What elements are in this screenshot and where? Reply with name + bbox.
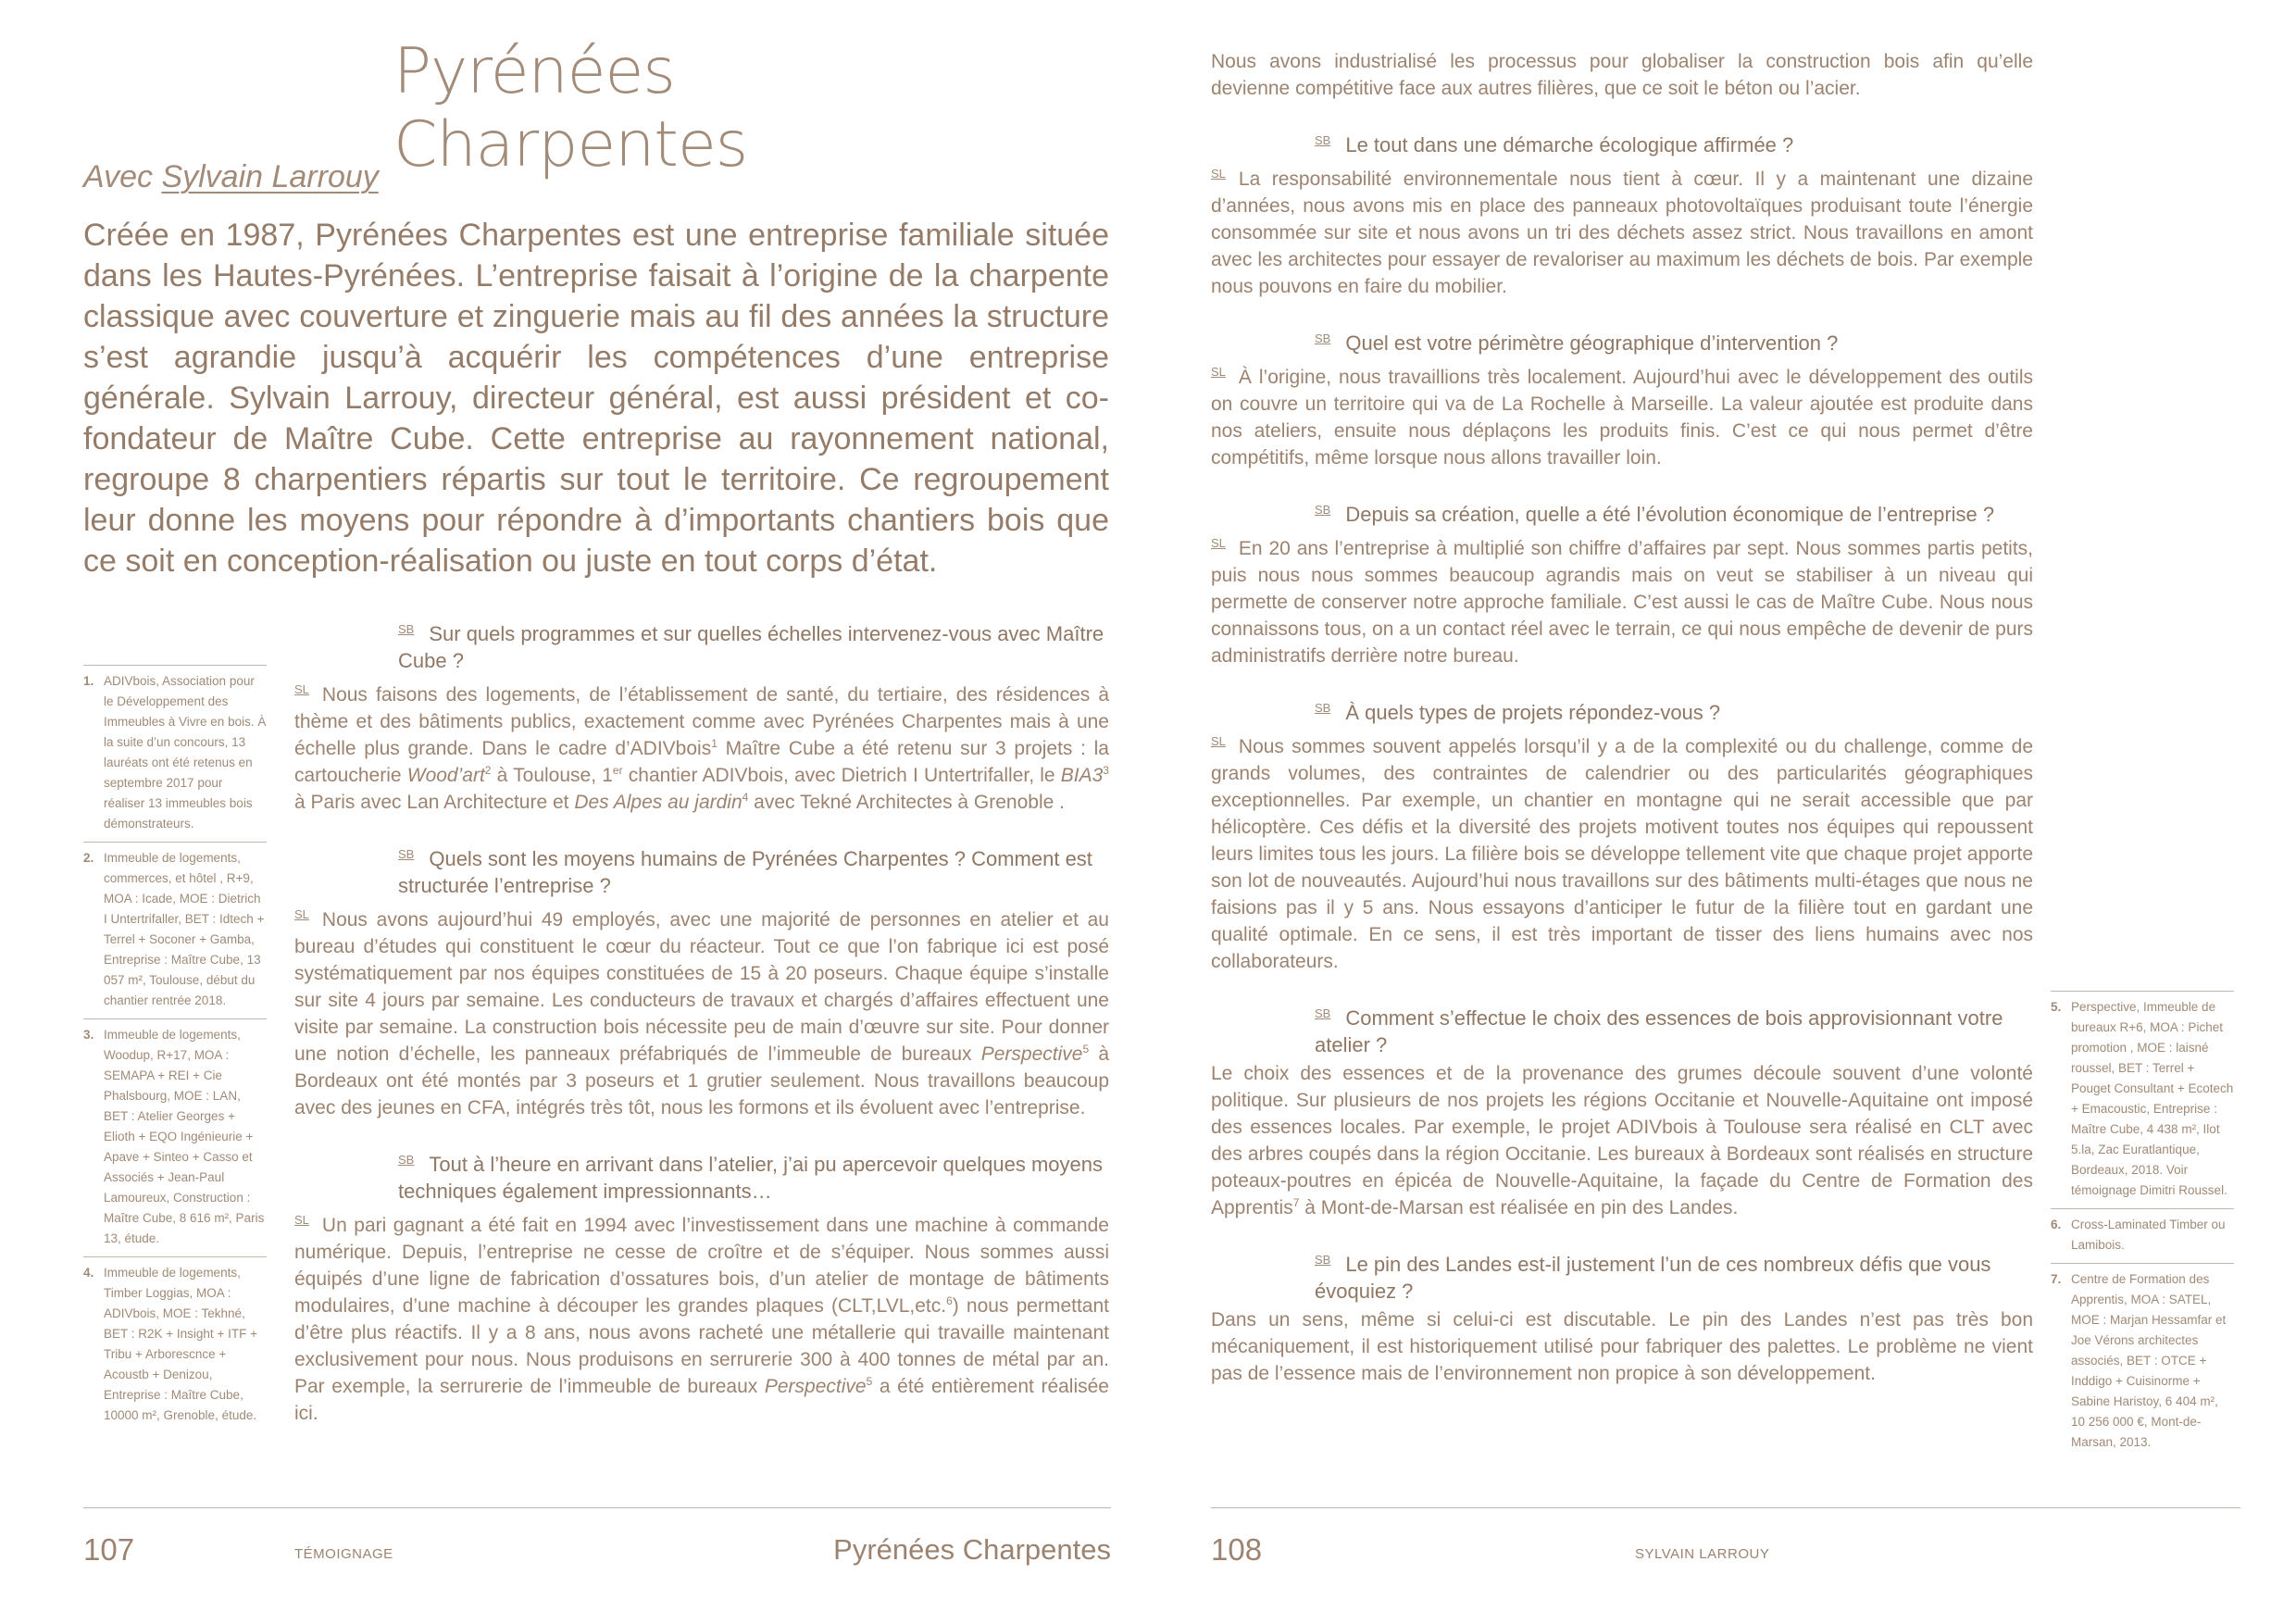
- project-name: Perspective: [764, 1376, 867, 1397]
- answer-text: Nous avons aujourd’hui 49 employés, avec une majorité de personnes en atelier et au bureau d’études qui constituent le cœur du réacteur. Tout ce que l’on fabrique ici est posé systématiquement par nos équipes constituées de 15 à 20 poseurs. Chaque équipe s’installe sur site 4 jours par semaine. Les conducteurs de travaux et chargés d’affaires effectuent une visite par semaine. La construction bois nécessite peu de main d’œuvre sur site. Pour donner une notion d’échelle, les panneaux préfabriqués de l’immeuble de bureaux: [294, 909, 1109, 1065]
- answer-text: En 20 ans l’entreprise à multiplié son chiffre d’affaires par sept. Nous sommes partis petits, puis nous nous sommes beaucoup agrandis mais on veut se stabiliser à un niveau qui permette de conserver notre approche familiale. C’est aussi le cas de Maître Cube. Nous nous connaissons tous, on a un contact réel avec le terrain, ce qui nous empêche de devenir de purs administratifs derrière notre bureau.: [1211, 538, 2033, 667]
- footnote-text: Immeuble de logements, Timber Loggias, MOA : ADIVbois, MOE : Tekhné, BET : R2K + Insight + ITF + Tribu + Arborescnce + Acoustb + Denizou, Entreprise : Maître Cube, 10000 m², Grenoble, étude.: [104, 1266, 257, 1422]
- footnote-ref: 5: [1082, 1043, 1090, 1056]
- answer: [1211, 358, 2033, 471]
- interview-column-right: [1211, 48, 2033, 1412]
- footnote-ref: 4: [742, 791, 749, 804]
- project-name: Wood’art: [406, 765, 485, 786]
- answer-text: La responsabilité environnementale nous tient à cœur. Il y a maintenant une dizaine d’années, nous avons mis en place des panneaux photovoltaïques produisant toute l’énergie consommée sur site et nous avons un tri des déchets assez strict. Nous travaillons en amont avec les architectes pour essayer de revaloriser au maximum les déchets de bois. Par exemple nous pouvons en faire du mobilier.: [1211, 169, 2033, 297]
- footnote-number: 6.: [2051, 1218, 2062, 1231]
- speaker-tag-sb: SB: [1315, 1253, 1331, 1267]
- footnote-ref: 3: [1103, 764, 1109, 777]
- speaker-tag-sl: SL: [1211, 365, 1226, 379]
- speaker-tag-sl: SL: [1211, 167, 1226, 181]
- answer: [294, 1206, 1109, 1427]
- qa-block: [1211, 496, 2033, 669]
- question-text: Sur quels programmes et sur quelles échelles intervenez-vous avec Maître Cube ?: [398, 622, 1104, 672]
- question-text: Le pin des Landes est-il justement l’un de ces nombreux défis que vous évoquiez ?: [1315, 1253, 1991, 1303]
- question: [1211, 694, 2033, 726]
- footnote: [2051, 1263, 2234, 1460]
- footnote-text: Immeuble de logements, Woodup, R+17, MOA : SEMAPA + REI + Cie Phalsbourg, MOE : LAN, BET : Atelier Georges + Elioth + EQO Ingénieurie + Apave + Sinteo + Casso et Associés + Jean-Paul Lamoureux, Construction : Maître Cube, 8 616 m², Paris 13, étude.: [104, 1028, 265, 1245]
- speaker-tag-sb: SB: [398, 622, 415, 636]
- answer: [1211, 1060, 2033, 1221]
- answer: [1211, 160, 2033, 300]
- footnote-text: Centre de Formation des Apprentis, MOA : SATEL, MOE : Marjan Hessamfar et Joe Vérons architectes associés, BET : OTCE + Inddigo + Cuisinorme + Sabine Haristoy, 6 404 m², 10 256 000 €, Mont-de-Marsan, 2013.: [2071, 1272, 2227, 1449]
- page-number: 108: [1211, 1532, 1263, 1567]
- question: [1211, 1246, 2033, 1305]
- qa-block: [294, 616, 1109, 816]
- speaker-tag-sl: SL: [294, 682, 309, 696]
- footnotes-left: [83, 665, 267, 1433]
- speaker-tag-sl: SL: [1211, 536, 1226, 550]
- page-title: Pyrénées Charpentes: [393, 35, 748, 181]
- answer: [294, 901, 1109, 1121]
- question: [294, 616, 1109, 674]
- speaker-tag-sl: SL: [1211, 734, 1226, 748]
- question: [1211, 325, 2033, 356]
- footnote-number: 4.: [83, 1266, 94, 1280]
- section-label: SYLVAIN LARROUY: [1635, 1546, 1770, 1562]
- answer-text: chantier ADIVbois, avec Dietrich I Untertrifaller, le: [622, 765, 1061, 786]
- interviewee-name: Sylvain Larrouy: [161, 159, 379, 194]
- with-prefix: Avec: [83, 159, 153, 194]
- footnote-number: 1.: [83, 674, 94, 688]
- footnote: [83, 842, 267, 1018]
- footnote: [83, 1018, 267, 1256]
- qa-block: [294, 841, 1109, 1121]
- question-text: Le tout dans une démarche écologique affirmée ?: [1345, 133, 1794, 156]
- speaker-tag-sb: SB: [398, 847, 415, 861]
- footnote-ref: 5: [866, 1375, 873, 1388]
- footnote-number: 7.: [2051, 1272, 2062, 1286]
- qa-block: [1211, 325, 2033, 471]
- interview-column-left: [294, 616, 1109, 1452]
- speaker-tag-sb: SB: [1315, 331, 1331, 345]
- footnote-number: 5.: [2051, 1000, 2062, 1014]
- speaker-tag-sl: SL: [294, 1213, 309, 1227]
- footnote-number: 2.: [83, 851, 94, 865]
- speaker-tag-sb: SB: [1315, 701, 1331, 715]
- speaker-tag-sl: SL: [294, 907, 309, 921]
- right-page: [1148, 0, 2296, 1624]
- answer: [294, 676, 1109, 816]
- answer-text: À l’origine, nous travaillions très localement. Aujourd’hui avec le développement des outils on couvre un territoire qui va de La Rochelle à Marseille. La valeur ajoutée est produite dans nos ateliers, ensuite nous déplaçons les produits finis. C’est ce qui nous permet d’être compétitifs, même lorsque nous allons travailler loin.: [1211, 367, 2033, 468]
- question: [1211, 1000, 2033, 1058]
- question-text: Quel est votre périmètre géographique d’intervention ?: [1345, 331, 1839, 355]
- footnote-ref: 2: [484, 764, 492, 777]
- ordinal-suffix: er: [612, 764, 623, 777]
- answer: [1211, 1306, 2033, 1387]
- answer-text: à Bordeaux ont été montés par 3 poseurs et 1 grutier seulement. Nous travaillons beaucoup avec des jeunes en CFA, intégrés très tôt, nous les formons et ils évoluent avec l’entreprise.: [294, 1043, 1109, 1118]
- running-title: Pyrénées Charpentes: [833, 1533, 1111, 1566]
- question: [294, 841, 1109, 899]
- footnote-text: Cross-Laminated Timber ou Lamibois.: [2071, 1218, 2226, 1252]
- answer-text: Un pari gagnant a été fait en 1994 avec l’investissement dans une machine à commande numérique. Depuis, l’entreprise ne cesse de croître et de s’équiper. Nous sommes aussi équipés d’une ligne de fabrication d’ossatures bois, d’un atelier de montage de bâtiments modulaires, d’une machine à découper les grandes plaques (CLT,LVL,etc.: [294, 1215, 1109, 1317]
- lead-block: [1211, 48, 2033, 102]
- footnote: [83, 1256, 267, 1433]
- answer-text: Nous faisons des logements, de l’établissement de santé, du tertiaire, des résidences à thème et des bâtiments publics, exactement comme avec Pyrénées Charpentes mais à une échelle plus grande. Dans le cadre d’ADIVbois: [294, 684, 1109, 759]
- footer-divider: [1211, 1507, 2240, 1508]
- footnote-text: Immeuble de logements, commerces, et hôtel , R+9, MOA : Icade, MOE : Dietrich I Untertrifaller, BET : Idtech + Terrel + Soconer + Gamba, Entreprise : Maître Cube, 13 057 m², Toulouse, début du chantier rentrée 2018.: [104, 851, 265, 1007]
- answer-text: Maître Cube a été retenu sur 3 projets : la cartoucherie: [294, 738, 1109, 786]
- answer-text: avec Tekné Architectes à Grenoble .: [748, 792, 1065, 813]
- speaker-tag-sb: SB: [398, 1153, 415, 1167]
- footnotes-right: [2051, 991, 2234, 1460]
- answer-text: à Paris avec Lan Architecture et: [294, 792, 575, 813]
- qa-block: [1211, 1000, 2033, 1221]
- answer-text: Dans un sens, même si celui-ci est discutable. Le pin des Landes n’est pas très bon mécaniquement, il est historiquement utilisé pour fabriquer des palettes. Le problème ne vient pas de l’essence mais de l’environnement non propice à son développement.: [1211, 1309, 2033, 1384]
- answer: [1211, 728, 2033, 975]
- project-name: BIA3: [1060, 765, 1104, 786]
- footnote-ref: 1: [711, 737, 718, 750]
- page-number: 107: [83, 1532, 135, 1567]
- question: [1211, 496, 2033, 528]
- footnote: [83, 665, 267, 842]
- answer-text: à Mont-de-Marsan est réalisée en pin des Landes.: [1299, 1197, 1739, 1218]
- speaker-tag-sb: SB: [1315, 1006, 1331, 1020]
- answer-text: Nous sommes souvent appelés lorsqu’il y a de la complexité ou du challenge, comme de grands volumes, des contraintes de calendrier ou des particularités géographiques exceptionnelles. Par exemple, un chantier en montagne qui ne serait accessible que par hélicoptère. Ces défis et la diversité des projets motivent toutes nos équipes qui repoussent leurs limites tous les jours. La filière bois se développe tellement vite que chaque projet apporte son lot de nouveautés. Aujourd’hui nous travaillons sur des bâtiments multi-étages que nous ne faisions pas il y 5 ans. Nous essayons d’anticiper le futur de la filière tout en gardant une qualité optimale. En ce sens, il est très important de tisser des liens humains avec nos collaborateurs.: [1211, 736, 2033, 972]
- question-text: Tout à l’heure en arrivant dans l’atelier, j’ai pu apercevoir quelques moyens techniques également impressionnants…: [398, 1153, 1103, 1203]
- footer-divider: [83, 1507, 1111, 1508]
- question-text: À quels types de projets répondez-vous ?: [1345, 701, 1721, 724]
- footnote-ref: 6: [946, 1294, 953, 1307]
- question-text: Quels sont les moyens humains de Pyrénées Charpentes ? Comment est structurée l’entreprise ?: [398, 847, 1092, 897]
- footnote: [2051, 991, 2234, 1208]
- interviewee-line: [83, 159, 379, 195]
- footnote-text: Perspective, Immeuble de bureaux R+6, MOA : Pichet promotion , MOE : laisné roussel, BET : Terrel + Pouget Consultant + Ecotech + Emacoustic, Entreprise : Maître Cube, 4 438 m², Ilot 5.la, Zac Euratlantique, Bordeaux, 2018. Voir témoignage Dimitri Roussel.: [2071, 1000, 2234, 1197]
- footnote-ref: 7: [1292, 1196, 1300, 1209]
- question: [1211, 127, 2033, 158]
- project-name: Perspective: [980, 1043, 1083, 1065]
- answer-text: a été entièrement réalisée ici.: [294, 1376, 1109, 1424]
- answer-text: Le choix des essences et de la provenance des grumes découle souvent d’une volonté politique. Sur plusieurs de nos projets les régions Occitanie et Nouvelle-Aquitaine ont imposé des essences locales. Par exemple, le projet ADIVbois à Toulouse sera réalisé en CLT avec des arbres coupés dans la région Occitanie. Les bureaux à Bordeaux sont réalisés en structure poteaux-poutres en épicéa de Nouvelle-Aquitaine, la façade du Centre de Formation des Apprentis: [1211, 1063, 2033, 1218]
- qa-block: [1211, 1246, 2033, 1387]
- qa-block: [1211, 694, 2033, 975]
- speaker-tag-sb: SB: [1315, 503, 1331, 517]
- section-label: TÉMOIGNAGE: [294, 1546, 393, 1562]
- lead-paragraph: Nous avons industrialisé les processus pour globaliser la construction bois afin qu’elle devienne compétitive face aux autres filières, que ce soit le béton ou l’acier.: [1211, 51, 2033, 99]
- qa-block: [1211, 127, 2033, 300]
- answer-text: à Toulouse, 1: [491, 765, 613, 786]
- question-text: Depuis sa création, quelle a été l’évolution économique de l’entreprise ?: [1345, 503, 1995, 526]
- question-text: Comment s’effectue le choix des essences de bois approvisionnant votre atelier ?: [1315, 1006, 2003, 1056]
- qa-block: [294, 1146, 1109, 1427]
- intro-paragraph: Créée en 1987, Pyrénées Charpentes est une entreprise familiale située dans les Hautes-Pyrénées. L’entreprise faisait à l’origine de la charpente classique avec couverture et zinguerie mais au fil des années la structure s’est agrandie jusqu’à acquérir les compétences d’une entreprise générale. Sylvain Larrouy, directeur général, est aussi président et co-fondateur de Maître Cube. Cette entreprise au rayonnement national, regroupe 8 charpentiers répartis sur tout le territoire. Ce regroupement leur donne les moyens pour répondre à d’importants chantiers bois que ce soit en conception-réalisation ou juste en tout corps d’état.: [83, 218, 1109, 579]
- question: [294, 1146, 1109, 1205]
- footnote-text: ADIVbois, Association pour le Développement des Immeubles à Vivre en bois. À la suite d’un concours, 13 lauréats ont été retenus en septembre 2017 pour réaliser 13 immeubles bois démonstrateurs.: [104, 674, 267, 831]
- footnote-number: 3.: [83, 1028, 94, 1042]
- answer-text: ) nous permettant d’être plus réactifs. Il y a 8 ans, nous avons racheté une métallerie qui travaille maintenant exclusivement pour nous. Nous produisons en serrurerie 300 à 400 tonnes de métal par an. Par exemple, la serrurerie de l’immeuble de bureaux: [294, 1295, 1109, 1397]
- project-name: Des Alpes au jardin: [574, 792, 742, 813]
- footnote: [2051, 1208, 2234, 1263]
- speaker-tag-sb: SB: [1315, 133, 1331, 147]
- answer: [1211, 530, 2033, 669]
